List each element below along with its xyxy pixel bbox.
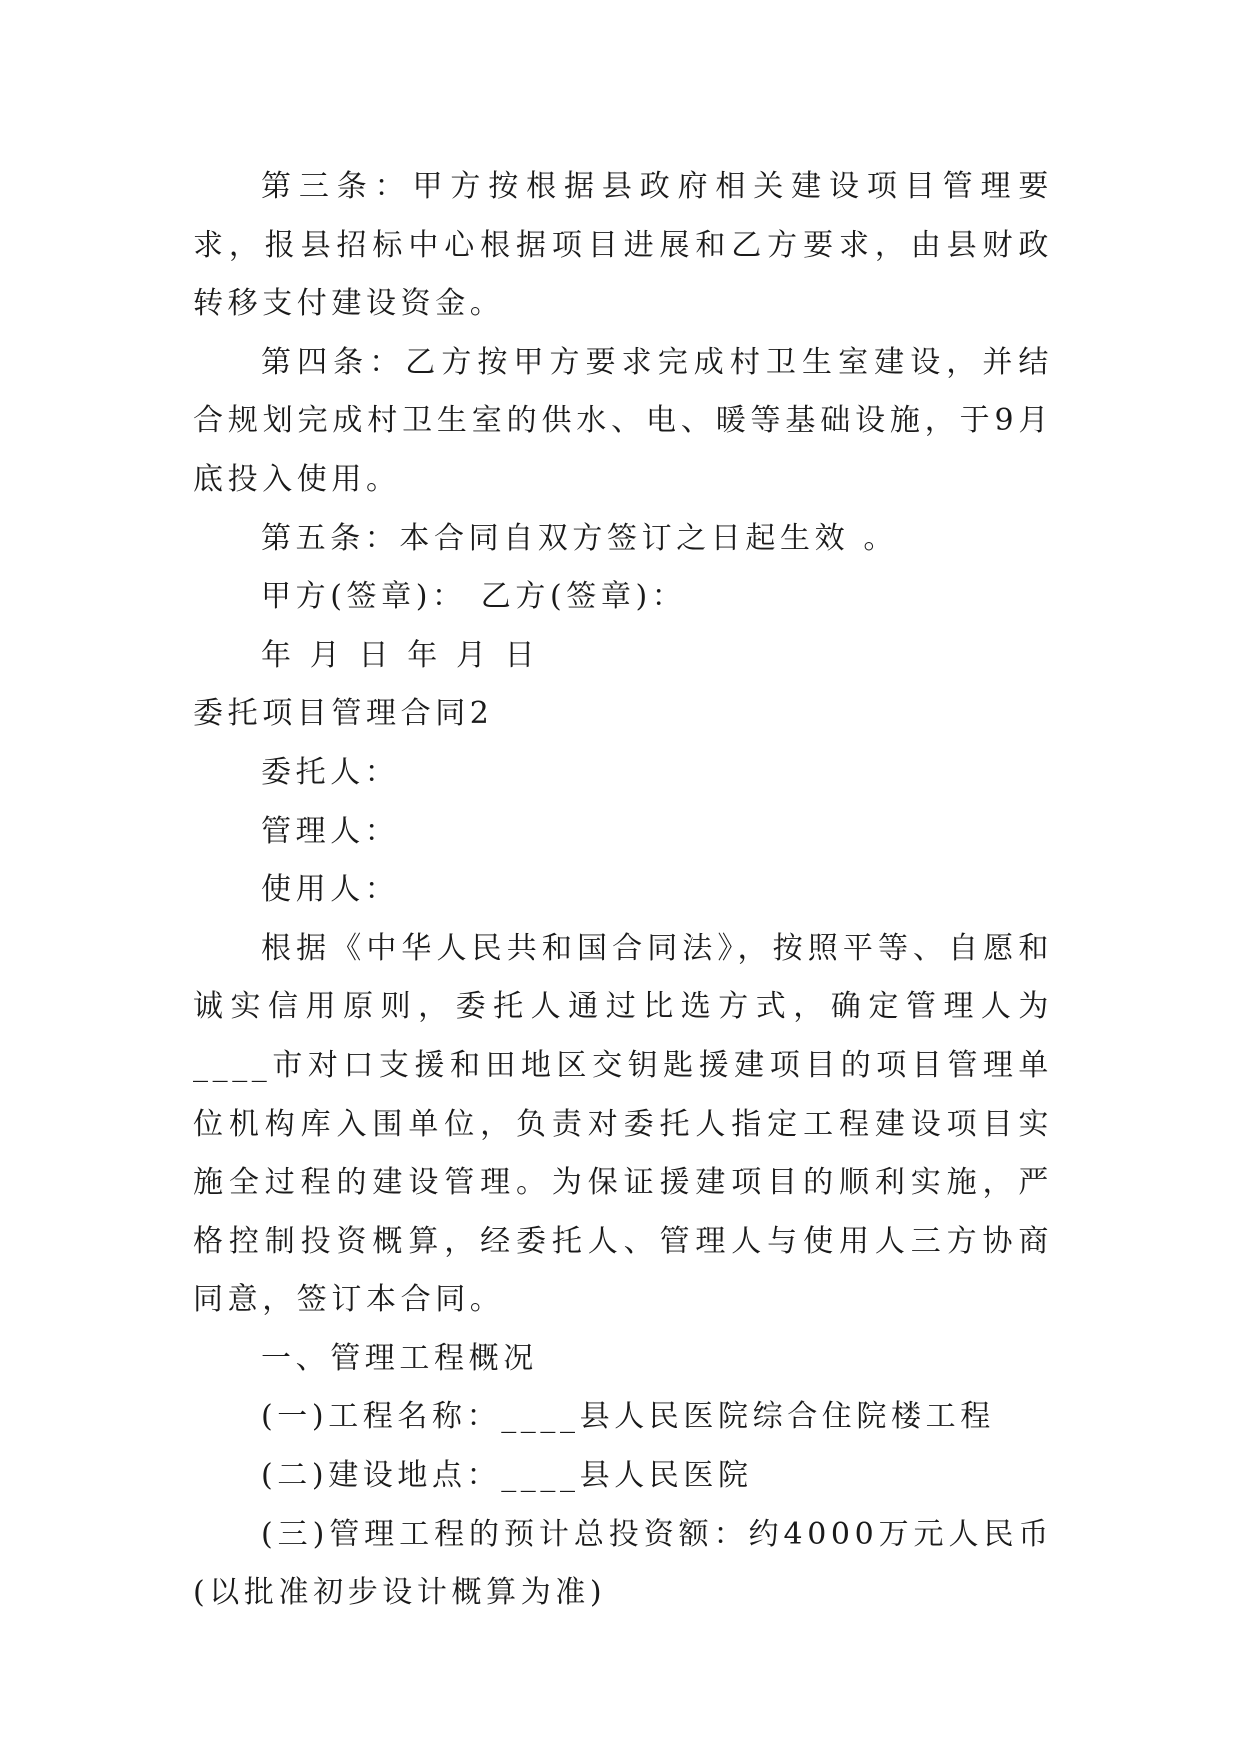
article-5-paragraph: 第五条：本合同自双方签订之日起生效 。 bbox=[261, 520, 898, 556]
manager-line: 管理人： bbox=[261, 813, 400, 849]
document-body bbox=[193, 158, 1053, 1623]
article-4-paragraph: 第四条：乙方按甲方要求完成村卫生室建设，并结合规划完成村卫生室的供水、电、暖等基础设施，于9月底投入使用。 bbox=[193, 344, 1053, 497]
signature-line: 甲方(签章)： 乙方(签章)： bbox=[261, 579, 687, 615]
project-name-line: (一)工程名称：____县人民医院综合住院楼工程 bbox=[261, 1399, 995, 1435]
date-line: 年 月 日 年 月 日 bbox=[261, 637, 540, 673]
project-investment-paragraph: (三)管理工程的预计总投资额：约4000万元人民币(以批准初步设计概算为准) bbox=[193, 1516, 1053, 1611]
article-3-paragraph: 第三条：甲方按根据县政府相关建设项目管理要求，报县招标中心根据项目进展和乙方要求，由县财政转移支付建设资金。 bbox=[193, 169, 1053, 322]
principal-line: 委托人： bbox=[261, 754, 400, 790]
contract-2-title: 委托项目管理合同2 bbox=[193, 696, 494, 732]
section-1-heading: 一、管理工程概况 bbox=[261, 1340, 538, 1376]
user-line: 使用人： bbox=[261, 872, 400, 908]
preamble-paragraph: 根据《中华人民共和国合同法》，按照平等、自愿和诚实信用原则，委托人通过比选方式，确定管理人为____市对口支援和田地区交钥匙援建项目的项目管理单位机构库入围单位，负责对委托人指定工程建设项目实施全过程的建设管理。为保证援建项目的顺利实施，严格控制投资概算，经委托人、管理人与使用人三方协商同意，签订本合同。 bbox=[193, 930, 1053, 1318]
project-location-line: (二)建设地点：____县人民医院 bbox=[261, 1458, 753, 1494]
